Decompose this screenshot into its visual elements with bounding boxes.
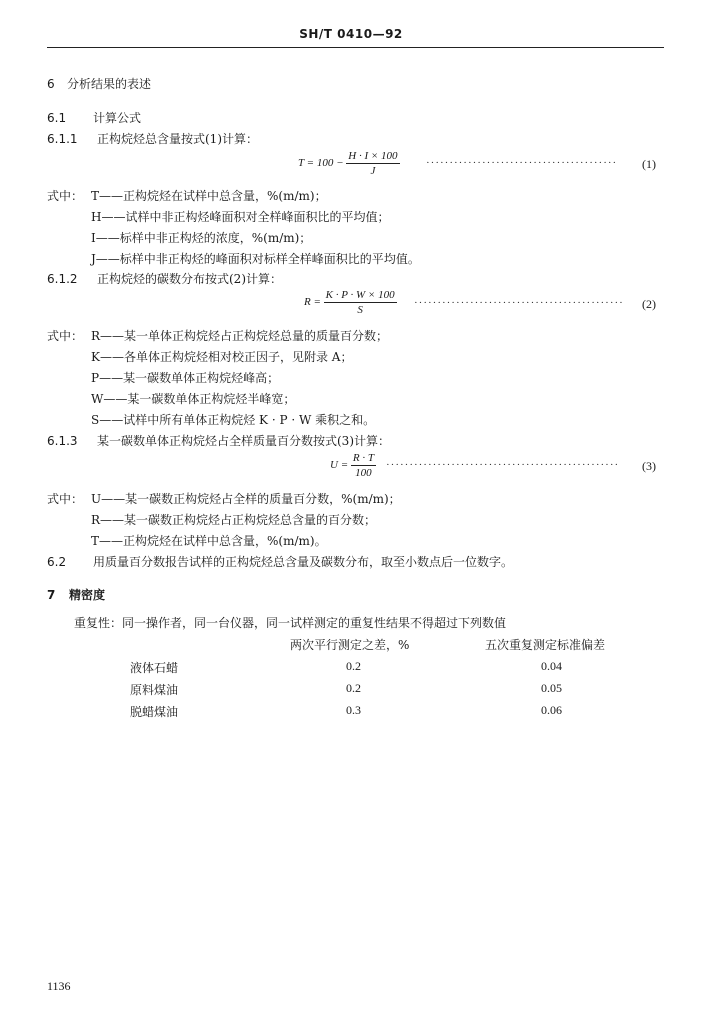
subsection-number: 6.1.2 bbox=[47, 272, 78, 286]
table-cell: 0.2 bbox=[346, 681, 361, 695]
table-header-col1: 两次平行测定之差，% bbox=[290, 638, 410, 652]
table-cell: 0.04 bbox=[541, 659, 562, 673]
formula-numerator: H · I × 100 bbox=[348, 150, 398, 162]
where-item: S——试样中所有单体正构烷烃 K · P · W 乘积之和。 bbox=[91, 413, 376, 427]
where-item: T——正构烷烃在试样中总含量，%(m/m)。 bbox=[91, 534, 327, 548]
page-number: 1136 bbox=[47, 979, 71, 993]
section-7-heading bbox=[47, 586, 105, 603]
subsection-number: 6.1 bbox=[47, 111, 67, 125]
section-number: 6 bbox=[47, 77, 55, 91]
where-item: K——各单体正构烷烃相对校正因子，见附录 A； bbox=[91, 350, 353, 364]
formula-numerator: R · T bbox=[352, 452, 374, 464]
repeatability-text: 重复性：同一操作者，同一台仪器，同一试样测定的重复性结果不得超过下列数值 bbox=[74, 616, 507, 630]
where-lead: 式中： bbox=[47, 189, 84, 203]
formula-3 bbox=[330, 452, 376, 479]
subsection-number: 6.1.3 bbox=[47, 434, 78, 448]
leader-dots: ············································· bbox=[414, 297, 624, 309]
formula-denominator: S bbox=[357, 304, 363, 316]
table-row-name: 原料煤油 bbox=[130, 683, 179, 697]
section-6-heading bbox=[47, 75, 151, 92]
where-item: R——某一碳数正构烷烃占正构烷烃总含量的百分数； bbox=[91, 513, 377, 527]
subsection-text: 用质量百分数报告试样的正构烷烃总含量及碳数分布，取至小数点后一位数字。 bbox=[93, 555, 514, 569]
subsection-6-2 bbox=[47, 553, 513, 570]
formula-fraction bbox=[324, 289, 397, 316]
where-item: H——试样中非正构烃峰面积对全样峰面积比的平均值； bbox=[91, 210, 390, 224]
subsection-text: 正构烷烃总含量按式(1)计算： bbox=[97, 132, 258, 146]
subsection-6-1-3 bbox=[47, 432, 390, 449]
table-cell: 0.3 bbox=[346, 703, 361, 717]
table-header-col2: 五次重复测定标准偏差 bbox=[485, 638, 606, 652]
formula-lhs: R = bbox=[304, 296, 321, 309]
subsection-text: 正构烷烃的碳数分布按式(2)计算： bbox=[97, 272, 282, 286]
where-item: R——某一单体正构烷烃占正构烷烃总量的质量百分数； bbox=[91, 329, 389, 343]
formula-numerator: K · P · W × 100 bbox=[325, 289, 395, 301]
subsection-number: 6.2 bbox=[47, 555, 67, 569]
header-rule bbox=[47, 47, 664, 48]
where-item: P——某一碳数单体正构烷烃峰高； bbox=[91, 371, 280, 385]
leader-dots: ·················································· bbox=[386, 459, 620, 471]
subsection-text: 某一碳数单体正构烷烃占全样质量百分数按式(3)计算： bbox=[97, 434, 391, 448]
table-cell: 0.05 bbox=[541, 681, 562, 695]
table-cell: 0.2 bbox=[346, 659, 361, 673]
equation-number: (3) bbox=[642, 459, 656, 473]
subsection-6-1-1 bbox=[47, 130, 258, 147]
leader-dots: ········································· bbox=[426, 157, 618, 169]
subsection-6-1-2 bbox=[47, 270, 282, 287]
subsection-number: 6.1.1 bbox=[47, 132, 78, 146]
where-lead: 式中： bbox=[47, 492, 84, 506]
where-lead: 式中： bbox=[47, 329, 84, 343]
where-item: I——标样中非正构烃的浓度，%(m/m)； bbox=[91, 231, 312, 245]
formula-lhs: U = bbox=[330, 459, 349, 472]
section-number: 7 bbox=[47, 588, 56, 602]
standard-header: SH/T 0410—92 bbox=[299, 27, 403, 41]
section-title: 精密度 bbox=[69, 588, 106, 602]
where-item: J——标样中非正构烃的峰面积对标样全样峰面积比的平均值。 bbox=[91, 252, 420, 266]
section-title: 分析结果的表述 bbox=[67, 77, 152, 91]
formula-denominator: 100 bbox=[355, 467, 372, 479]
equation-number: (2) bbox=[642, 297, 656, 311]
subsection-title: 计算公式 bbox=[93, 111, 142, 125]
where-item: U——某一碳数正构烷烃占全样的质量百分数，%(m/m)； bbox=[91, 492, 401, 506]
table-row-name: 液体石蜡 bbox=[130, 661, 179, 675]
formula-fraction bbox=[346, 150, 399, 177]
equation-number: (1) bbox=[642, 157, 656, 171]
table-row-name: 脱蜡煤油 bbox=[130, 705, 179, 719]
formula-lhs: T = 100 − bbox=[298, 157, 344, 170]
where-item: W——某一碳数单体正构烷烃半峰宽； bbox=[91, 392, 296, 406]
subsection-6-1 bbox=[47, 109, 141, 126]
formula-2 bbox=[304, 289, 397, 316]
formula-denominator: J bbox=[370, 165, 376, 177]
formula-fraction bbox=[351, 452, 376, 479]
table-cell: 0.06 bbox=[541, 703, 562, 717]
where-item: T——正构烷烃在试样中总含量，%(m/m)； bbox=[91, 189, 327, 203]
formula-1 bbox=[298, 150, 400, 177]
